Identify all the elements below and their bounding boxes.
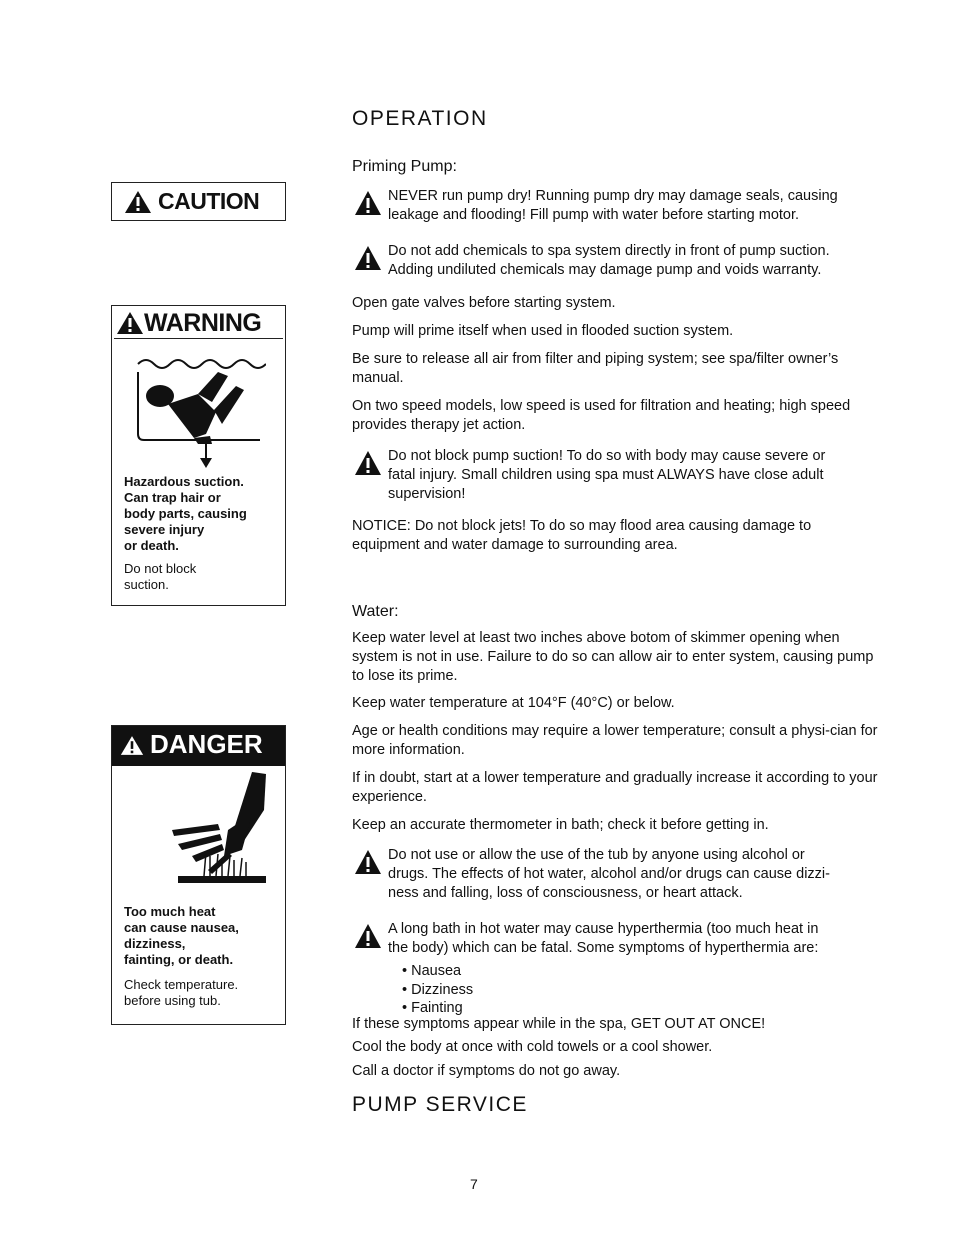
paragraph: If in doubt, start at a lower temperature and gradually increase it according to your experience. [352, 770, 878, 805]
note-line: drugs. The effects of hot water, alcohol and/or drugs can cause dizzi- [388, 866, 830, 882]
caution-word: CAUTION [158, 188, 260, 214]
list-item: • Fainting [402, 1000, 463, 1016]
paragraph: Keep water level at least two inches above botom of skimmer opening when system is not in use. Failure to do so can allow air to enter system, causing pump to lose its prime. [352, 630, 874, 684]
paragraph: Call a doctor if symptoms do not go away. [352, 1063, 621, 1079]
note-line: Adding undiluted chemicals may damage pump and voids warranty. [388, 262, 822, 278]
note-line: ness and falling, loss of consciousness, or heart attack. [388, 885, 743, 901]
danger-text-line: Too much heat [124, 904, 216, 919]
warning-text-line: or death. [124, 538, 179, 553]
section-heading-pump-service: PUMP SERVICE [352, 1093, 528, 1116]
caution-note-dry-run [388, 187, 838, 225]
subheading-priming-pump: Priming Pump: [352, 158, 457, 175]
alert-triangle-icon [124, 190, 152, 214]
caution-label [111, 182, 286, 221]
danger-text-line: fainting, or death. [124, 952, 234, 967]
danger-header [112, 726, 285, 766]
note-line: the body) which can be fatal. Some symptoms of hyperthermia are: [388, 940, 819, 956]
danger-text-line: can cause nausea, [124, 920, 239, 935]
note-line: Do not use or allow the use of the tub by anyone using alcohol or [388, 847, 805, 863]
danger-word: DANGER [150, 729, 263, 759]
note-line: NEVER run pump dry! Running pump dry may damage seals, causing [388, 188, 838, 204]
warning-note-suction [388, 447, 825, 504]
warning-text-line: Hazardous suction. [124, 474, 244, 489]
warning-header [114, 308, 283, 339]
note-line: A long bath in hot water may cause hyperthermia (too much heat in [388, 921, 819, 937]
paragraph: On two speed models, low speed is used for filtration and heating; high speed provides therapy jet action. [352, 398, 851, 433]
paragraph: Keep an accurate thermometer in bath; check it before getting in. [352, 817, 769, 833]
list-item: • Nausea [402, 963, 462, 979]
symptom-list [402, 962, 473, 1018]
warning-text [124, 474, 247, 593]
section-heading-operation: OPERATION [352, 107, 488, 130]
danger-text [124, 904, 239, 1009]
alert-triangle-icon [354, 849, 382, 875]
warning-text-line: Can trap hair or [124, 490, 221, 505]
hot-water-hand-pictogram [168, 770, 268, 886]
warning-panel [111, 305, 286, 606]
alert-triangle-icon [354, 245, 382, 271]
alert-triangle-icon [354, 190, 382, 216]
page-number: 7 [470, 1176, 478, 1192]
paragraph: Be sure to release all air from filter and piping system; see spa/filter owner’s manual. [352, 351, 839, 386]
note-line: fatal injury. Small children using spa must ALWAYS have close adult [388, 467, 824, 483]
paragraph: Cool the body at once with cold towels or a cool shower. [352, 1039, 713, 1055]
alert-triangle-icon [354, 450, 382, 476]
warning-note-line: suction. [124, 577, 169, 592]
danger-note-line: Check temperature. [124, 977, 239, 992]
danger-note-hyperthermia [388, 920, 818, 958]
paragraph: If these symptoms appear while in the spa, GET OUT AT ONCE! [352, 1016, 766, 1032]
notice-paragraph: NOTICE: Do not block jets! To do so may flood area causing damage to equipment and water damage to surrounding area. [352, 518, 812, 553]
alert-triangle-icon [120, 735, 144, 756]
note-line: Do not add chemicals to spa system directly in front of pump suction. [388, 243, 830, 259]
danger-panel [111, 725, 286, 1025]
danger-note-alcohol [388, 846, 830, 903]
warning-note-line: Do not block [124, 561, 197, 576]
paragraph: Pump will prime itself when used in flooded suction system. [352, 323, 734, 339]
list-item: • Dizziness [402, 981, 474, 998]
alert-triangle-icon [354, 923, 382, 949]
danger-text-line: dizziness, [124, 936, 186, 951]
suction-hazard-pictogram [136, 354, 266, 472]
note-line: Do not block pump suction! To do so with body may cause severe or [388, 448, 826, 464]
note-line: supervision! [388, 486, 466, 502]
paragraph: Age or health conditions may require a lower temperature; consult a physi-cian for more information. [352, 723, 878, 758]
alert-triangle-icon [116, 311, 144, 335]
subheading-water: Water: [352, 603, 399, 620]
danger-note-line: before using tub. [124, 993, 221, 1008]
paragraph: Keep water temperature at 104°F (40°C) or below. [352, 695, 675, 711]
warning-text-line: body parts, causing [124, 506, 247, 521]
note-line: leakage and flooding! Fill pump with water before starting motor. [388, 207, 800, 223]
paragraph: Open gate valves before starting system. [352, 295, 616, 311]
warning-text-line: severe injury [124, 522, 205, 537]
warning-word: WARNING [144, 309, 262, 337]
caution-note-chemicals [388, 242, 830, 280]
